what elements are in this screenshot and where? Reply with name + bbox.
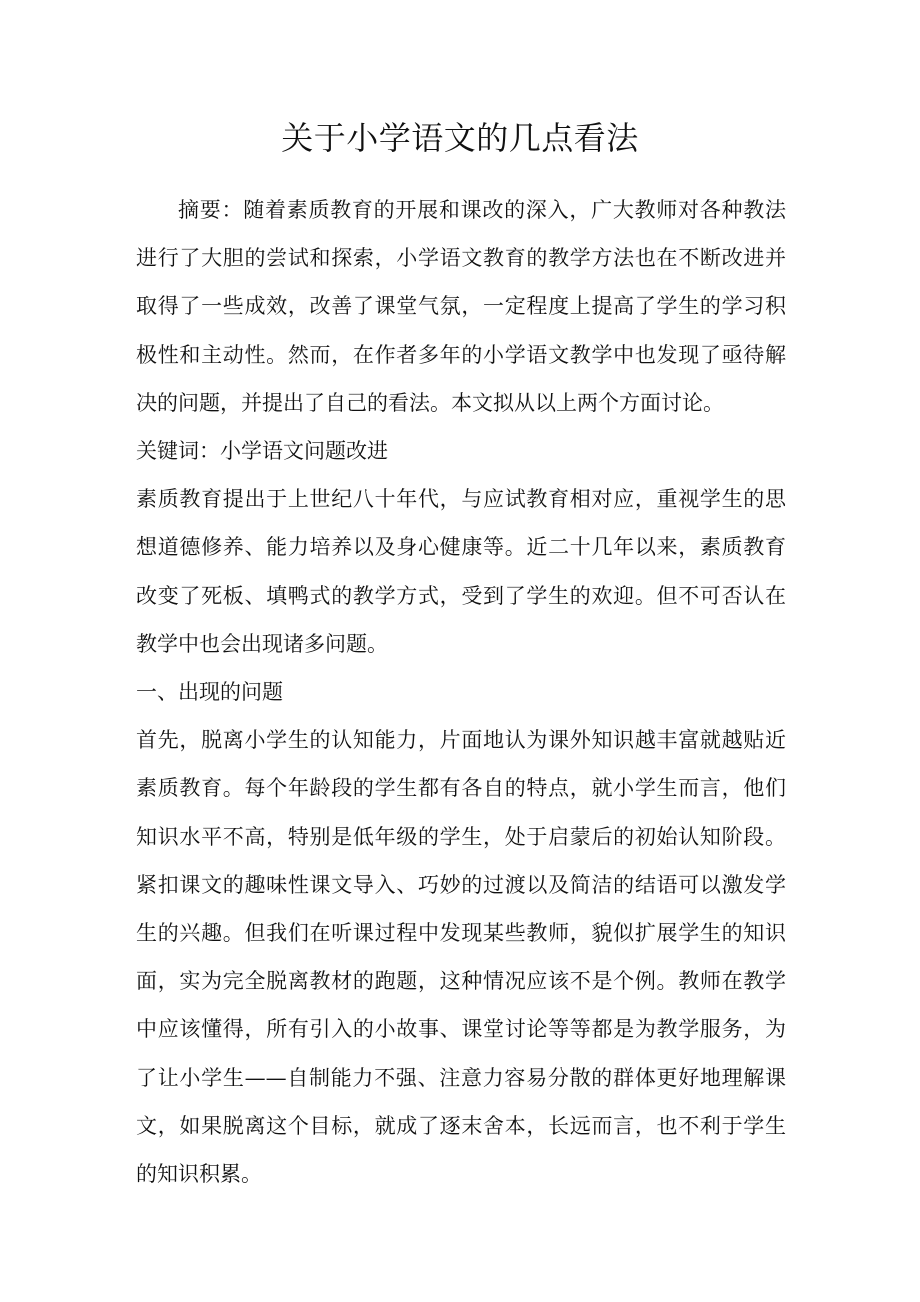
section-paragraph: 首先，脱离小学生的认知能力，片面地认为课外知识越丰富就越贴近素质教育。每个年龄段的学生都有各自的特点，就小学生而言，他们知识水平不高，特别是低年级的学生，处于启蒙后的初始认知阶段。紧扣课文的趣味性课文导入、巧妙的过渡以及简洁的结语可以激发学生的兴趣。但我们在听课过程中发现某些教师，貌似扩展学生的知识面，实为完全脱离教材的跑题，这种情况应该不是个例。教师在教学中应该懂得，所有引入的小故事、课堂讨论等等都是为教学服务，为了让小学生——自制能力不强、注意力容易分散的群体更好地理解课文，如果脱离这个目标，就成了逐末舍本，长远而言，也不利于学生的知识积累。 <box>136 728 786 1187</box>
section-heading: 一、出现的问题 <box>136 680 283 705</box>
document-body <box>136 186 786 1198</box>
abstract-paragraph: 摘要：随着素质教育的开展和课改的深入，广大教师对各种教法进行了大胆的尝试和探索，小学语文教育的教学方法也在不断改进并取得了一些成效，改善了课堂气氛，一定程度上提高了学生的学习积极性和主动性。然而，在作者多年的小学语文教学中也发现了亟待解决的问题，并提出了自己的看法。本文拟从以上两个方面讨论。 <box>136 198 786 415</box>
intro-paragraph: 素质教育提出于上世纪八十年代，与应试教育相对应，重视学生的思想道德修养、能力培养以及身心健康等。近二十几年以来，素质教育改变了死板、填鸭式的教学方式，受到了学生的欢迎。但不可否认在教学中也会出现诸多问题。 <box>136 487 786 656</box>
document-title: 关于小学语文的几点看法 <box>281 119 639 157</box>
keywords-line: 关键词：小学语文问题改进 <box>136 439 388 464</box>
